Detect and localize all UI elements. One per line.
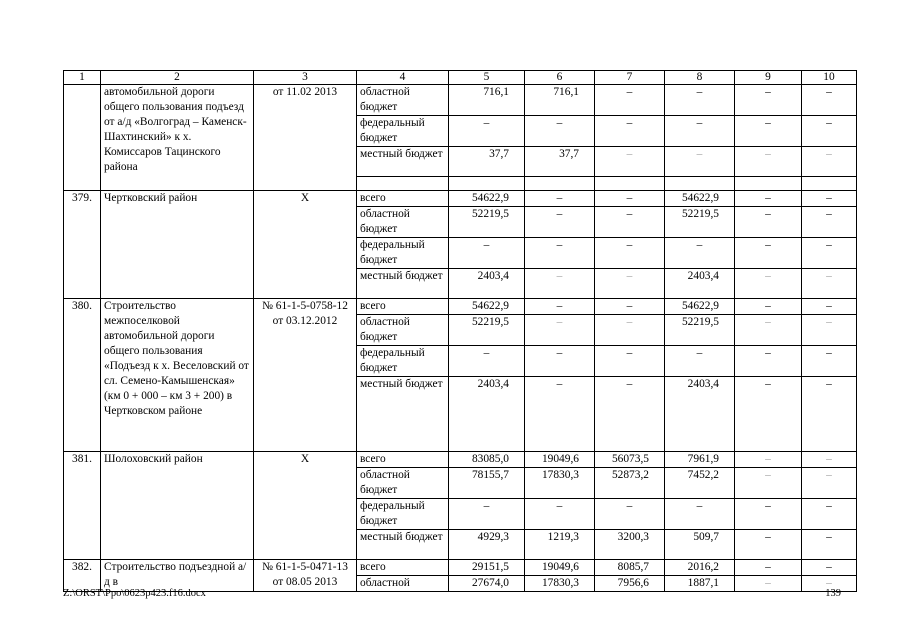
funding-source: всего [357,560,449,576]
value-cell-c8: 509,7 [665,530,735,560]
value-cell-c6: – [525,238,595,269]
value-cell-c5: 83085,0 [449,452,525,468]
row-number: 379. [64,191,101,299]
document-ref: № 61-1-5-0471-13 от 08.05 2013 [254,560,357,592]
header-row [64,71,857,85]
value-cell-c5: 54622,9 [449,191,525,207]
value-cell-c10: – [802,85,857,116]
value-cell-c6: – [525,315,595,346]
value-cell-c8: 52219,5 [665,207,735,238]
table-row [64,191,857,207]
value-cell-c10: – [802,452,857,468]
funding-source: всего [357,191,449,207]
value-cell-c6: – [525,299,595,315]
value-cell-c8: – [665,499,735,530]
value-cell-c9: – [735,576,802,592]
value-cell-c5: 52219,5 [449,315,525,346]
value-cell-c8: 2016,2 [665,560,735,576]
object-name: Строительство подъездной а/д в [101,560,254,592]
value-cell-c9: – [735,207,802,238]
value-cell-c9: – [735,238,802,269]
value-cell-c5: 2403,4 [449,269,525,299]
value-cell-c6: – [525,346,595,377]
value-cell-c9: – [735,468,802,499]
value-cell-c7: – [595,499,665,530]
value-cell-c5: 78155,7 [449,468,525,499]
funding-source: всего [357,299,449,315]
document-ref: Х [254,191,357,299]
funding-source: федеральный бюджет [357,116,449,147]
value-cell-c5: 716,1 [449,85,525,116]
value-cell-c5: 54622,9 [449,299,525,315]
value-cell-c5: 4929,3 [449,530,525,560]
value-cell-c7 [595,177,665,191]
value-cell-c6: – [525,269,595,299]
value-cell-c10: – [802,191,857,207]
value-cell-c9 [735,177,802,191]
row-number: 380. [64,299,101,452]
header-cell: 2 [101,71,254,85]
funding-source: федеральный бюджет [357,499,449,530]
value-cell-c6: 716,1 [525,85,595,116]
table-row [64,560,857,576]
value-cell-c7: – [595,147,665,177]
value-cell-c6: 19049,6 [525,560,595,576]
footer-page-number: 139 [825,588,841,599]
document-ref: № 61-1-5-0758-12 от 03.12.2012 [254,299,357,452]
object-name: Шолоховский район [101,452,254,560]
value-cell-c7: – [595,346,665,377]
value-cell-c8: – [665,85,735,116]
value-cell-c8: – [665,116,735,147]
header-cell: 10 [802,71,857,85]
value-cell-c8: 54622,9 [665,299,735,315]
value-cell-c8: 7452,2 [665,468,735,499]
header-cell: 1 [64,71,101,85]
value-cell-c10: – [802,147,857,177]
value-cell-c7: – [595,85,665,116]
value-cell-c7: – [595,377,665,452]
row-number: 381. [64,452,101,560]
funding-source [357,177,449,191]
value-cell-c10: – [802,560,857,576]
value-cell-c9: – [735,560,802,576]
value-cell-c7: 7956,6 [595,576,665,592]
value-cell-c5 [449,177,525,191]
value-cell-c9: – [735,377,802,452]
table-row [64,452,857,468]
value-cell-c9: – [735,269,802,299]
value-cell-c7: – [595,315,665,346]
table-row [64,85,857,116]
document-ref: от 11.02 2013 [254,85,357,191]
funding-source: областной [357,576,449,592]
header-cell: 6 [525,71,595,85]
value-cell-c7: 3200,3 [595,530,665,560]
value-cell-c9: – [735,299,802,315]
value-cell-c8: 2403,4 [665,269,735,299]
value-cell-c5: 27674,0 [449,576,525,592]
value-cell-c6: 19049,6 [525,452,595,468]
funding-source: областной бюджет [357,207,449,238]
value-cell-c8: 2403,4 [665,377,735,452]
value-cell-c8: – [665,238,735,269]
value-cell-c8 [665,177,735,191]
value-cell-c9: – [735,116,802,147]
value-cell-c10: – [802,116,857,147]
budget-table [63,70,857,592]
value-cell-c5: 37,7 [449,147,525,177]
value-cell-c7: – [595,269,665,299]
value-cell-c10 [802,177,857,191]
value-cell-c9: – [735,452,802,468]
value-cell-c7: – [595,207,665,238]
value-cell-c6: – [525,191,595,207]
header-cell: 9 [735,71,802,85]
row-number [64,85,101,191]
value-cell-c6: 17830,3 [525,576,595,592]
header-cell: 3 [254,71,357,85]
value-cell-c8: 7961,9 [665,452,735,468]
value-cell-c7: – [595,238,665,269]
value-cell-c6: – [525,499,595,530]
value-cell-c9: – [735,530,802,560]
value-cell-c8: 1887,1 [665,576,735,592]
value-cell-c5: – [449,499,525,530]
value-cell-c8: – [665,147,735,177]
value-cell-c10: – [802,499,857,530]
funding-source: местный бюджет [357,269,449,299]
funding-source: областной бюджет [357,85,449,116]
value-cell-c9: – [735,315,802,346]
document-ref: Х [254,452,357,560]
header-cell: 7 [595,71,665,85]
value-cell-c6: 37,7 [525,147,595,177]
funding-source: всего [357,452,449,468]
funding-source: областной бюджет [357,315,449,346]
value-cell-c7: 8085,7 [595,560,665,576]
object-name: Строительство межпоселковой автомобильной дороги общего пользования «Подъезд к х. Веселовский от сл. Семено-Камышенская» (км 0 + 000 – км 3 + 200) в Чертковском районе [101,299,254,452]
footer-file-path: Z:\ORST\Ppo\0623p423.f16.docx [63,588,206,599]
value-cell-c8: 54622,9 [665,191,735,207]
value-cell-c5: 29151,5 [449,560,525,576]
value-cell-c8: 52219,5 [665,315,735,346]
funding-source: местный бюджет [357,377,449,452]
value-cell-c10: – [802,576,857,592]
funding-source: федеральный бюджет [357,238,449,269]
value-cell-c6: – [525,207,595,238]
value-cell-c6: 17830,3 [525,468,595,499]
value-cell-c10: – [802,346,857,377]
value-cell-c7: 56073,5 [595,452,665,468]
value-cell-c10: – [802,530,857,560]
value-cell-c6: – [525,377,595,452]
funding-source: местный бюджет [357,147,449,177]
value-cell-c5: – [449,238,525,269]
value-cell-c10: – [802,468,857,499]
value-cell-c5: – [449,346,525,377]
value-cell-c9: – [735,85,802,116]
funding-source: федеральный бюджет [357,346,449,377]
object-name: автомобильной дороги общего пользования подъезд от а/д «Волгоград – Каменск-Шахтинский» к х. Комиссаров Тацинского района [101,85,254,191]
value-cell-c10: – [802,269,857,299]
value-cell-c7: – [595,191,665,207]
row-number: 382. [64,560,101,592]
header-cell: 8 [665,71,735,85]
value-cell-c6: – [525,116,595,147]
value-cell-c6 [525,177,595,191]
value-cell-c9: – [735,499,802,530]
table-row [64,299,857,315]
value-cell-c10: – [802,377,857,452]
object-name: Чертковский район [101,191,254,299]
value-cell-c10: – [802,238,857,269]
value-cell-c9: – [735,346,802,377]
value-cell-c9: – [735,191,802,207]
funding-source: местный бюджет [357,530,449,560]
value-cell-c7: – [595,299,665,315]
value-cell-c5: 2403,4 [449,377,525,452]
value-cell-c9: – [735,147,802,177]
value-cell-c6: 1219,3 [525,530,595,560]
funding-source: областной бюджет [357,468,449,499]
value-cell-c10: – [802,299,857,315]
value-cell-c5: – [449,116,525,147]
value-cell-c5: 52219,5 [449,207,525,238]
value-cell-c7: – [595,116,665,147]
header-cell: 4 [357,71,449,85]
value-cell-c8: – [665,346,735,377]
value-cell-c7: 52873,2 [595,468,665,499]
value-cell-c10: – [802,207,857,238]
value-cell-c10: – [802,315,857,346]
header-cell: 5 [449,71,525,85]
